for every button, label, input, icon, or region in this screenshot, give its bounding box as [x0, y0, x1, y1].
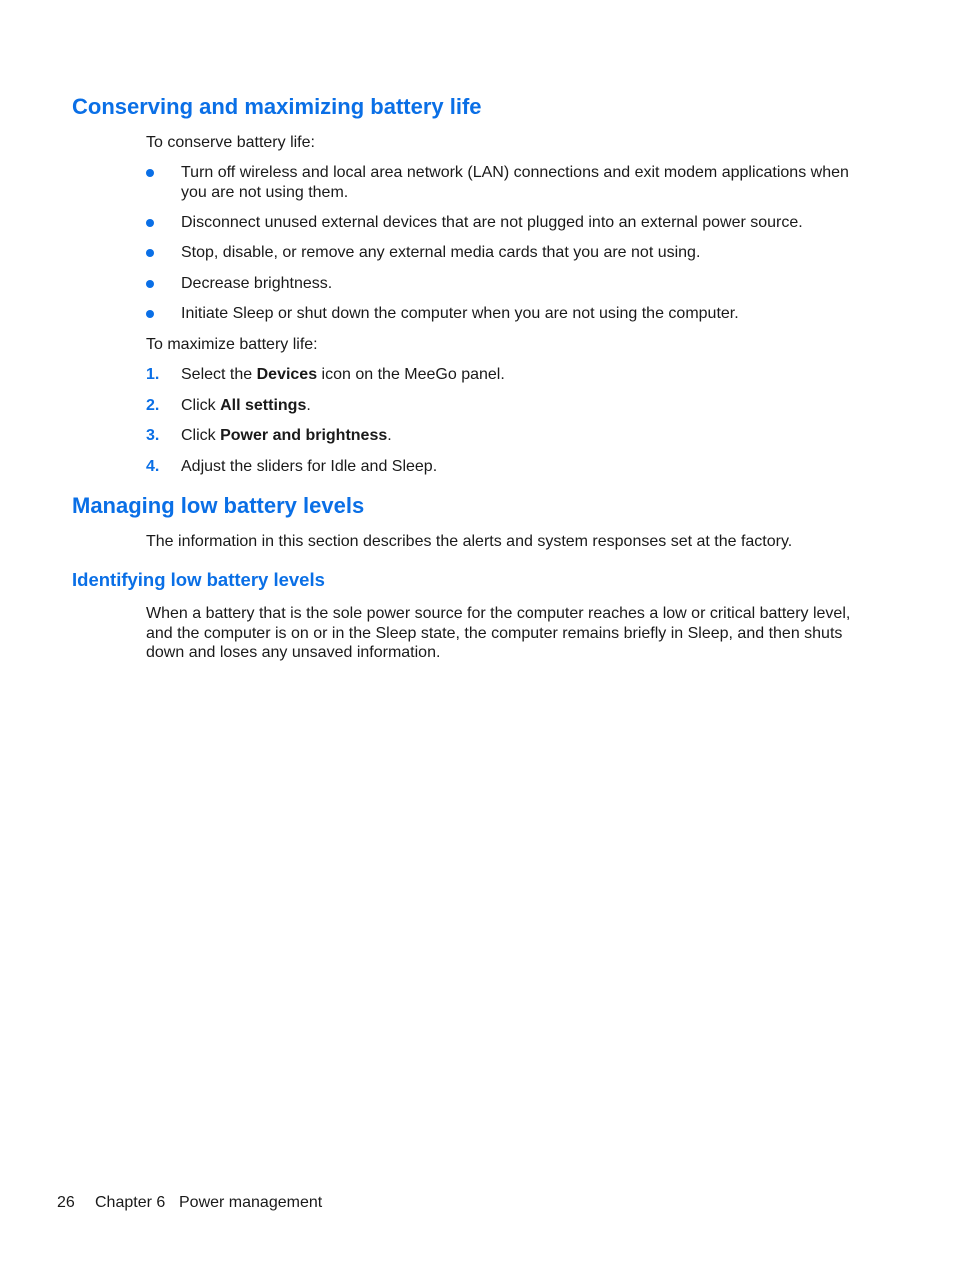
chapter-label: Chapter 6: [95, 1194, 166, 1211]
step-text: Select the Devices icon on the MeeGo panel.: [181, 366, 505, 383]
bullet-icon: [146, 169, 154, 177]
maximize-intro: To maximize battery life:: [146, 336, 318, 353]
page-footer: [57, 1193, 322, 1212]
step-text: Click All settings.: [181, 397, 311, 414]
section-title-managing: Managing low battery levels: [72, 493, 365, 518]
list-item-text: Turn off wireless and local area network (LAN) connections and exit modem applications when you are not using them.: [181, 164, 849, 201]
bullet-icon: [146, 280, 154, 288]
list-item-text: Decrease brightness.: [181, 275, 333, 292]
step-text: Click Power and brightness.: [181, 427, 392, 444]
identifying-body: When a battery that is the sole power source for the computer reaches a low or critical battery level, and the computer is on or in the Sleep state, the computer remains briefly in Sleep, and then shuts down and loses any unsaved information.: [146, 605, 851, 661]
step-number: 2.: [146, 397, 160, 414]
bullet-icon: [146, 310, 154, 318]
step-text: Adjust the sliders for Idle and Sleep.: [181, 458, 438, 475]
bullet-icon: [146, 219, 154, 227]
section-title-conserving: Conserving and maximizing battery life: [72, 94, 482, 119]
list-item-text: Stop, disable, or remove any external media cards that you are not using.: [181, 244, 701, 261]
conserve-intro: To conserve battery life:: [146, 134, 315, 151]
page-number: 26: [57, 1194, 75, 1211]
bullet-icon: [146, 249, 154, 257]
subsection-title-identifying: Identifying low battery levels: [72, 569, 325, 590]
managing-intro: The information in this section describes the alerts and system responses set at the factory.: [146, 533, 793, 550]
chapter-title: Power management: [179, 1194, 323, 1211]
step-number: 4.: [146, 458, 160, 475]
list-item-text: Initiate Sleep or shut down the computer when you are not using the computer.: [181, 305, 739, 322]
list-item-text: Disconnect unused external devices that are not plugged into an external power source.: [181, 214, 803, 231]
step-number: 1.: [146, 366, 160, 383]
step-number: 3.: [146, 427, 160, 444]
